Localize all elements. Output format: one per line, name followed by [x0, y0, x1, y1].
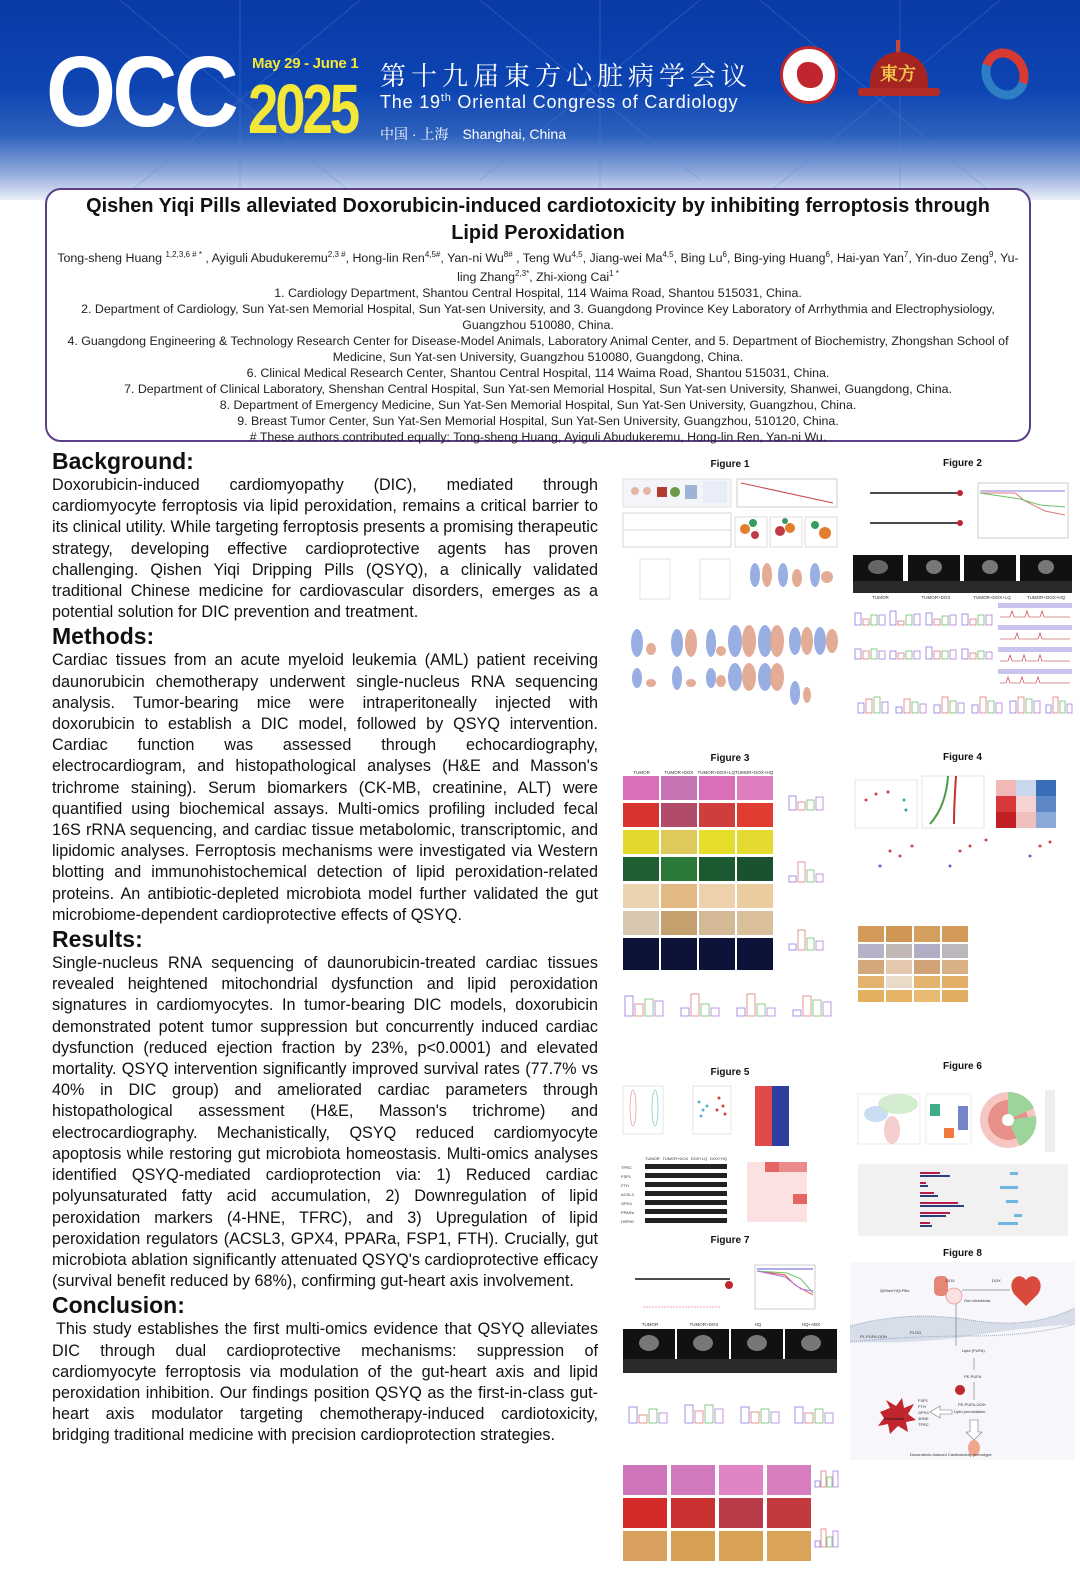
label-dox-heart: DOX [992, 1278, 1001, 1283]
author-name: Zhi-xiong Cai [536, 270, 610, 285]
occ-logo: OCC [46, 36, 236, 148]
section-body: This study establishes the first multi-omics evidence that QSYQ alleviates DIC through dual cardioprotective mechanisms: suppression of cardiomyocyte ferroptosis via modulation of the gut-heart axis and lipid peroxidation inhibition. Our findings position QSYQ as the first-in-class gut-heart axis modulator targeting chemotherapy-induced cardiotoxicity, bridging traditional medicine with precision cardioprotection strategies. [52, 1320, 598, 1445]
conference-year: 2025 [248, 70, 357, 148]
congress-title-cn: 第十九届東方心脏病学会议 [380, 62, 753, 92]
figure-title: Figure 4 [943, 752, 982, 763]
shanghai-medical-association-logo [780, 46, 838, 104]
text-column [52, 448, 598, 1447]
oxidation-icon [955, 1385, 965, 1395]
congress-location: 中国 · 上海 Shanghai, China [380, 126, 566, 142]
section-heading: Methods: [52, 623, 155, 650]
author-name: Bing Lu [680, 251, 723, 266]
affiliation-line: 7. Department of Clinical Laboratory, Shenshan Central Hospital, Sun Yat-sen Memorial Hospital, Sun Yat-sen University, Shanwei, Guangdong, China. [124, 382, 952, 397]
figure-title: Figure 6 [943, 1061, 982, 1072]
author-name: Hong-lin Ren [352, 251, 425, 266]
label-lipid-peroxidation: Lipid peroxidation [954, 1409, 986, 1414]
author-affiliation-marker: 4,5# [424, 250, 441, 259]
section-body: Cardiac tissues from an acute myeloid leukemia (AML) patient receiving daunorubicin chemotherapy underwent single-nucleus RNA sequencing analysis. Tumor-bearing mice were intraperitoneally injected with doxorubicin to establish a DIC model, followed by QSYQ intervention. Cardiac function was assessed through echocardiography, electrocardiogram, and histopathological analyses (H&E and Masson's trichrome staining). Serum biomarkers (CK-MB, creatinine, ALT) were quantified using biochemical assays. Multi-omics profiling included fecal 16S rRNA sequencing, and cardiac tissue metabolomic, transcriptomic, and lipidomic analyses. Ferroptosis mechanisms were investigated via Western blotting and immunohistochemical detection of lipid peroxidation-related proteins. An antibiotic-depleted microbiota model further validated the gut microbiome-dependent cardioprotective effects of QSYQ. [52, 651, 598, 924]
author-affiliation-marker: 1,2,3,6 # * [165, 250, 202, 259]
figure-4-image [850, 766, 1075, 1004]
author-name: Jiang-wei Ma [589, 251, 663, 266]
figure-6 [850, 1058, 1075, 1243]
affiliation-line: 4. Guangdong Engineering & Technology Research Center for Disease-Model Animals, Laboratory Animal Center, and 5. Department of Biochemistry, Zhongshan School of Medicine, Sun Yat-sen University, Guangzhou 510080, Guangdong, China. [67, 334, 1009, 365]
section-background [52, 448, 598, 623]
label-lipid-pufa: Lipid (PUFA) [962, 1348, 985, 1353]
affiliation-line: 2. Department of Cardiology, Sun Yat-sen Memorial Hospital, Sun Yat-sen University, and 3. Guangdong Province Key Laboratory of Arrhythmia and Electrophysiology, Guangzhou 510080, China. [81, 302, 995, 333]
figure-6-image [850, 1076, 1075, 1241]
section-conclusion [52, 1292, 598, 1446]
figure-title: Figure 8 [943, 1248, 982, 1259]
figure-4 [850, 750, 1075, 1005]
figure-3-image [615, 766, 845, 1054]
label-ploo: PLOO [910, 1330, 922, 1335]
figure-3 [615, 750, 845, 1055]
title-block [45, 188, 1031, 445]
section-heading: Background: [52, 448, 194, 474]
author-name: Yan-ni Wu [447, 251, 504, 266]
author-affiliation-marker: 4,5 [571, 250, 583, 259]
author-name: Hai-yan Yan [836, 251, 904, 266]
section-body: Single-nucleus RNA sequencing of daunorubicin-treated cardiac tissues revealed heightened mitochondrial dysfunction and lipid peroxidation signatures in cardiomyocytes. In tumor-bearing DIC models, doxorubicin demonstrated potent tumor suppression but concurrently induced cardiac dysfunction (reduced ejection fraction by 23%, p<0.0001) and elevated mortality. QSYQ intervention significantly improved survival rates (77.7% vs 40% in DIC group) and ameliorated cardiac parameters through histopathological assessment (H&E, Masson's trichrome) and electrocardiography. Mechanistically, QSYQ reduced cardiomyocyte apoptosis while restoring gut microbiota homeostasis. Multi-omics analyses identified QSYQ-mediated cardioprotection via: 1) Reduced cardiac polyunsaturated fatty acid accumulation, 2) Downregulation of lipid peroxidation markers (4-HNE, TFRC), and 3) Upregulation of lipid peroxidation regulators (ACSL3, GPX4, PPARa, FSP1, FTH). Crucially, gut microbiota ablation significantly attenuated QSYQ's cardioprotective efficacy (survival benefit reduced by 68%), confirming gut-heart axis involvement. [52, 954, 598, 1291]
fig2-echo-labels: TUMOR TUMOR+DOX TUMOR+DOX+LQ TUMOR+DOX+HQ [872, 595, 1066, 600]
section-heading: Conclusion: [52, 1292, 185, 1319]
affiliation-list [47, 285, 1029, 445]
author-name: Yin-duo Zeng [915, 251, 989, 266]
author-name: Yu-ling Zhang [457, 251, 1019, 285]
fig3-column-labels: TUMOR TUMOR+DOX TUMOR+DOX+LQ TUMOR+DOX+HQ [633, 770, 774, 775]
label-ferroptosis: Ferroptosis [884, 1416, 905, 1421]
figure-title: Figure 7 [710, 1235, 750, 1246]
dongfang-logo: 東方 [858, 40, 940, 100]
echo-group-labels: TUMOR TUMOR+DOX HQ HQ+ABX [641, 1322, 821, 1327]
figure-title: Figure 5 [710, 1067, 750, 1078]
author-affiliation-marker: 6 [722, 250, 727, 259]
conference-banner [0, 0, 1080, 200]
author-name: Ayiguli Abudukeremu [211, 251, 328, 266]
label-pills: QiShenYiQi Pills [880, 1288, 910, 1293]
figure-title: Figure 2 [943, 458, 982, 469]
figure-7 [615, 1235, 845, 1568]
author-affiliation-marker: 9 [988, 250, 994, 259]
label-pe-pufa-ooh: PE-PUFA-OOH [958, 1402, 986, 1407]
affiliation-line: 9. Breast Tumor Center, Sun Yat-Sen Memorial Hospital, Sun Yat-Sen University, Guangzhou, 510120, China. [237, 414, 839, 429]
label-pl-pufa-ooh: PL-PUFA-OOH [860, 1334, 888, 1339]
society-of-cardiology-logo [978, 46, 1030, 104]
conference-dates: May 29 - June 1 [252, 55, 359, 72]
figure-1-image [615, 473, 845, 738]
western-blot-protein-labels: TFRC FSP1 FTH ACSL3 GPX4 PPARa HSP90 [621, 1165, 634, 1224]
label-phenotype: Doxorubicin-Induced Cardiotoxicity phenotype [910, 1452, 992, 1457]
label-pe-pufa: PE-PUFA [964, 1374, 982, 1379]
author-name: Tong-sheng Huang [57, 251, 166, 266]
affiliation-line: # These authors contributed equally: Tong-sheng Huang, Ayiguli Abudukeremu, Hong-lin Ren, Yan-ni Wu. [249, 430, 827, 445]
figure-5-image [615, 1080, 845, 1230]
affiliation-line: 6. Clinical Medical Research Center, Shantou Central Hospital, 114 Waima Road, Shantou 515031, China. [246, 366, 830, 381]
author-name: Bing-ying Huang [733, 251, 826, 266]
label-dox-gut: DOX [946, 1278, 955, 1283]
ferroptosis-markers: FSP1 FTH GPX4 4HNE TFRC [918, 1398, 929, 1427]
congress-title-en: The 19th Oriental Congress of Cardiology [380, 92, 739, 112]
figure-5 [615, 1062, 845, 1232]
figure-1 [615, 455, 845, 740]
section-methods [52, 623, 598, 926]
gut-microbiota-icon [946, 1288, 962, 1304]
author-affiliation-marker: 2,3 # [327, 250, 346, 259]
figure-2-image [850, 471, 1075, 739]
author-affiliation-marker: 7 [903, 250, 909, 259]
author-affiliation-marker: 4,5 [662, 250, 674, 259]
author-affiliation-marker: 2,3* [514, 269, 530, 279]
author-affiliation-marker: 1 * [609, 269, 619, 279]
label-gut-microbiota: Gut microbiota [964, 1298, 991, 1303]
figure-7-image [615, 1249, 845, 1567]
western-blot-group-labels: TUMOR TUMOR+DOX DOX+LQ DOX+HQ [645, 1156, 727, 1161]
figure-title: Figure 1 [710, 459, 750, 470]
section-body: Doxorubicin-induced cardiomyopathy (DIC), mediated through cardiomyocyte ferroptosis via lipid peroxidation, remains a critical barrier to its clinical utility. While targeting ferroptosis presents a promising therapeutic strategy, developing effective cardioprotective agents has proven challenging. Qishen Yiqi Dripping Pills (QSYQ), a clinically validated traditional Chinese medicine for cardiovascular disorders, emerges as a potential solution for DIC prevention and treatment. [52, 476, 598, 622]
author-name: Teng Wu [522, 251, 572, 266]
section-results [52, 926, 598, 1292]
affiliation-line: 8. Department of Emergency Medicine, Sun Yat-Sen Memorial Hospital, Sun Yat-Sen University, Guangzhou, China. [219, 398, 857, 413]
affiliation-line: 1. Cardiology Department, Shantou Central Hospital, 114 Waima Road, Shantou 515031, China. [274, 286, 802, 301]
figure-8 [850, 1248, 1075, 1460]
author-affiliation-marker: 8# [503, 250, 513, 259]
author-list: Tong-sheng Huang $^{1,2,3,6 \# *}$ , Ayiguli Abudukeremu$^{2,3 \#}$, Hong-lin Ren$^{4,5\#}$, Yan-ni $Wu^{8\#}$ , Teng Wu$^{4,5}$, Jiang-wei Ma$^{4,5}$, Bing Lu$^6$, Bing-ying Huang$^6$, Hai-yan Yan$^7$, Yin-duo Zeng$^9$, Yu-ling Zhang$^{2,3*}$, Zhi-xiong Cai$^{1 *}$ [57, 250, 1019, 285]
paper-title: Qishen Yiqi Pills alleviated Doxorubicin-induced cardiotoxicity by inhibiting ferroptosis through Lipid Peroxidation [86, 194, 990, 244]
figure-title: Figure 3 [710, 753, 750, 764]
echo-images [853, 555, 1072, 593]
author-affiliation-marker: 6 [825, 250, 830, 259]
section-heading: Results: [52, 926, 143, 953]
